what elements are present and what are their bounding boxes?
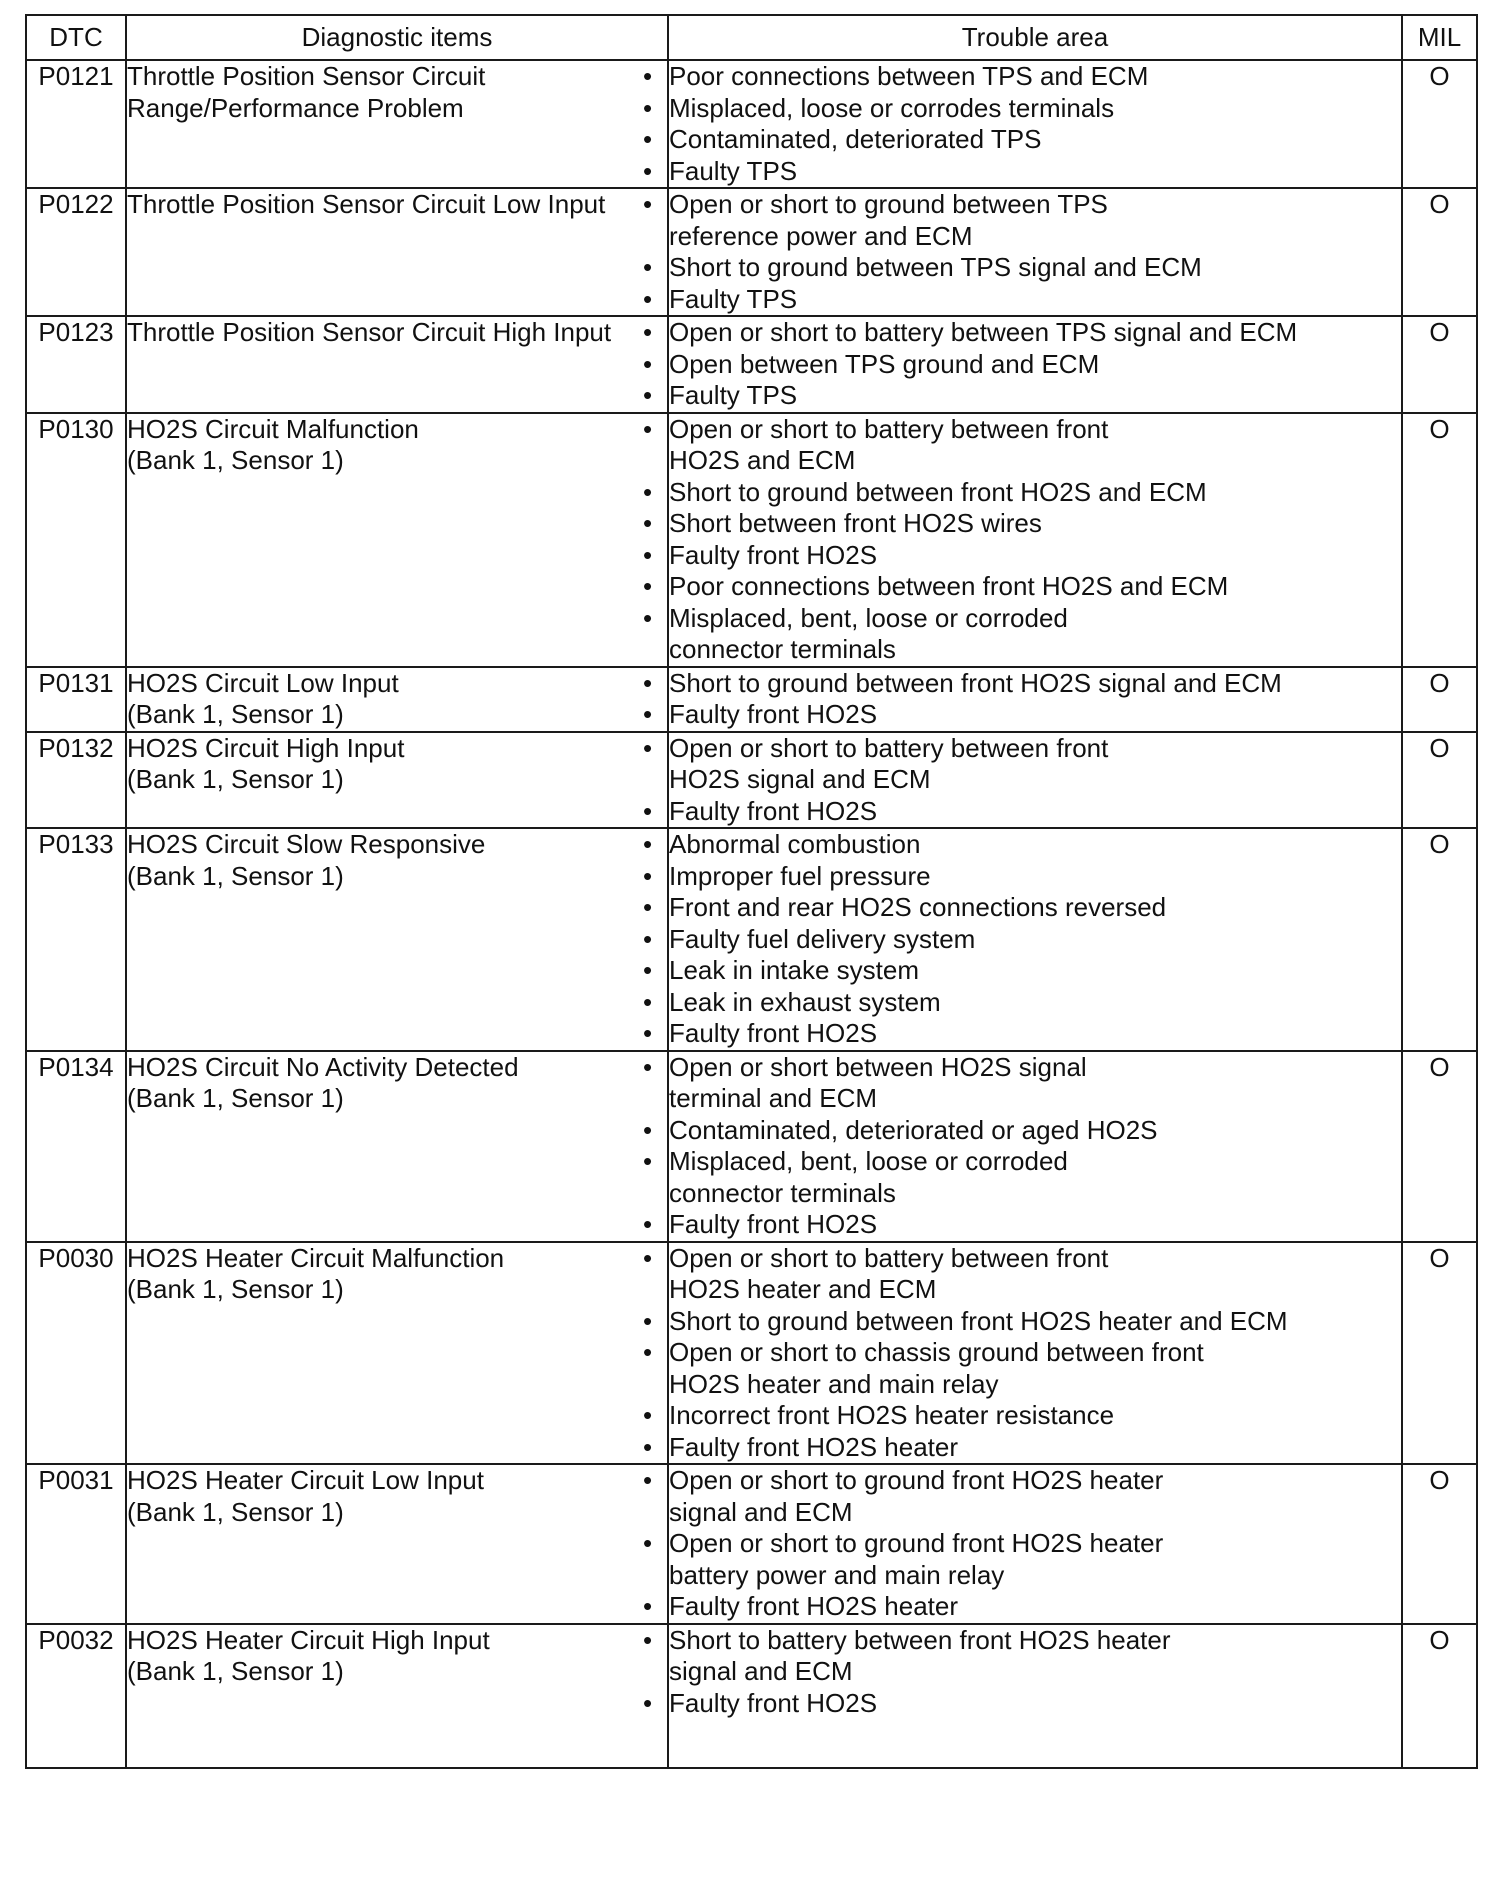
trouble-item: • Open or short to battery between front HO2S heater and ECM <box>669 1243 1401 1306</box>
dtc-code: P0122 <box>26 188 126 316</box>
table-row <box>26 316 1477 413</box>
trouble-item: • Short to battery between front HO2S heater signal and ECM <box>669 1625 1401 1688</box>
diagnostic-item <box>126 188 668 316</box>
trouble-item: • Misplaced, bent, loose or corroded connector terminals <box>669 603 1401 666</box>
header-trouble-area: Trouble area <box>668 15 1402 60</box>
diagnostic-item-line: (Bank 1, Sensor 1) <box>127 1496 344 1527</box>
mil-indicator: O <box>1402 1242 1477 1465</box>
diagnostic-item-line: HO2S Circuit Malfunction <box>127 413 419 444</box>
trouble-item: • Open or short to chassis ground between front HO2S heater and main relay <box>669 1337 1401 1400</box>
trouble-list <box>669 668 1401 731</box>
trouble-item: • Misplaced, loose or corrodes terminals <box>669 93 1401 125</box>
trouble-list <box>669 1052 1401 1241</box>
trouble-area <box>668 413 1402 667</box>
diagnostic-item <box>126 1242 668 1465</box>
table-row <box>26 60 1477 188</box>
trouble-item: • Faulty front HO2S <box>669 540 1401 572</box>
table-body <box>26 60 1477 1768</box>
dtc-code: P0132 <box>26 732 126 829</box>
trouble-area <box>668 316 1402 413</box>
trouble-item: • Contaminated, deteriorated or aged HO2S <box>669 1115 1401 1147</box>
diagnostic-item-line: HO2S Circuit No Activity Detected <box>127 1051 519 1082</box>
trouble-list <box>669 1243 1401 1464</box>
trouble-area <box>668 732 1402 829</box>
trouble-item: • Faulty front HO2S <box>669 1209 1401 1241</box>
trouble-item: • Short between front HO2S wires <box>669 508 1401 540</box>
trouble-item: • Faulty front HO2S <box>669 1688 1401 1720</box>
trouble-list <box>669 189 1401 315</box>
diagnostic-item <box>126 1624 668 1768</box>
diagnostic-item <box>126 60 668 188</box>
diagnostic-item-line: (Bank 1, Sensor 1) <box>127 1656 344 1686</box>
dtc-table <box>25 14 1478 1769</box>
diagnostic-item-line: HO2S Heater Circuit High Input <box>127 1624 490 1655</box>
diagnostic-item <box>126 732 668 829</box>
table-row <box>26 667 1477 732</box>
trouble-item: • Faulty TPS <box>669 156 1401 188</box>
trouble-item: • Misplaced, bent, loose or corroded connector terminals <box>669 1146 1401 1209</box>
trouble-item: • Short to ground between front HO2S signal and ECM <box>669 668 1401 700</box>
trouble-area <box>668 60 1402 188</box>
diagnostic-item-line: Throttle Position Sensor Circuit Low Input <box>127 189 606 219</box>
table-row <box>26 188 1477 316</box>
dtc-code: P0131 <box>26 667 126 732</box>
trouble-item: • Open or short to ground between TPS reference power and ECM <box>669 189 1401 252</box>
diagnostic-item-line: (Bank 1, Sensor 1) <box>127 699 344 729</box>
trouble-item: • Contaminated, deteriorated TPS <box>669 124 1401 156</box>
trouble-area <box>668 667 1402 732</box>
trouble-item: • Open or short to battery between front HO2S and ECM <box>669 414 1401 477</box>
trouble-item: • Faulty front HO2S heater <box>669 1591 1401 1623</box>
mil-indicator: O <box>1402 1051 1477 1242</box>
trouble-area <box>668 1242 1402 1465</box>
diagnostic-item-line: (Bank 1, Sensor 1) <box>127 445 344 475</box>
header-diagnostic-items: Diagnostic items <box>126 15 668 60</box>
diagnostic-item <box>126 1464 668 1624</box>
trouble-item: • Open or short to battery between TPS signal and ECM <box>669 317 1401 349</box>
trouble-item: • Open or short to ground front HO2S heater signal and ECM <box>669 1465 1401 1528</box>
dtc-code: P0032 <box>26 1624 126 1768</box>
trouble-item: • Leak in exhaust system <box>669 987 1401 1019</box>
trouble-item: • Faulty front HO2S <box>669 699 1401 731</box>
diagnostic-item-line: (Bank 1, Sensor 1) <box>127 1083 344 1113</box>
trouble-item: • Faulty fuel delivery system <box>669 924 1401 956</box>
trouble-list <box>669 414 1401 666</box>
dtc-code: P0030 <box>26 1242 126 1465</box>
diagnostic-item-line: (Bank 1, Sensor 1) <box>127 1274 344 1304</box>
dtc-code: P0130 <box>26 413 126 667</box>
trouble-item: • Open between TPS ground and ECM <box>669 349 1401 381</box>
header-row <box>26 15 1477 60</box>
trouble-area <box>668 828 1402 1051</box>
diagnostic-item-line: (Bank 1, Sensor 1) <box>127 764 344 794</box>
dtc-code: P0134 <box>26 1051 126 1242</box>
trouble-list <box>669 733 1401 828</box>
table-row <box>26 1624 1477 1768</box>
dtc-code: P0121 <box>26 60 126 188</box>
table-row <box>26 1464 1477 1624</box>
table-row <box>26 1242 1477 1465</box>
mil-indicator: O <box>1402 60 1477 188</box>
diagnostic-item <box>126 828 668 1051</box>
header-mil: MIL <box>1402 15 1477 60</box>
trouble-item: • Short to ground between TPS signal and ECM <box>669 252 1401 284</box>
trouble-item: • Incorrect front HO2S heater resistance <box>669 1400 1401 1432</box>
mil-indicator: O <box>1402 732 1477 829</box>
trouble-item: • Front and rear HO2S connections reversed <box>669 892 1401 924</box>
trouble-item: • Short to ground between front HO2S and ECM <box>669 477 1401 509</box>
diagnostic-item-line: HO2S Circuit Low Input <box>127 667 399 698</box>
mil-indicator: O <box>1402 667 1477 732</box>
trouble-item: • Open or short between HO2S signal terminal and ECM <box>669 1052 1401 1115</box>
trouble-item: • Faulty TPS <box>669 380 1401 412</box>
trouble-item: • Faulty front HO2S heater <box>669 1432 1401 1464</box>
dtc-code: P0123 <box>26 316 126 413</box>
table-row <box>26 828 1477 1051</box>
trouble-item: • Improper fuel pressure <box>669 861 1401 893</box>
trouble-list <box>669 1465 1401 1623</box>
diagnostic-item-line: Throttle Position Sensor Circuit <box>127 61 486 91</box>
diagnostic-item-line: Throttle Position Sensor Circuit High Input <box>127 317 612 347</box>
trouble-list <box>669 317 1401 412</box>
trouble-area <box>668 1051 1402 1242</box>
trouble-area <box>668 1624 1402 1768</box>
trouble-item: • Abnormal combustion <box>669 829 1401 861</box>
trouble-item: • Poor connections between TPS and ECM <box>669 61 1401 93</box>
trouble-area <box>668 188 1402 316</box>
dtc-code: P0031 <box>26 1464 126 1624</box>
trouble-item: • Leak in intake system <box>669 955 1401 987</box>
trouble-list <box>669 1625 1401 1720</box>
diagnostic-item-line: HO2S Circuit High Input <box>127 732 405 763</box>
mil-indicator: O <box>1402 316 1477 413</box>
table-row <box>26 413 1477 667</box>
trouble-list <box>669 61 1401 187</box>
diagnostic-item-line: HO2S Circuit Slow Responsive <box>127 829 486 859</box>
trouble-item: • Open or short to ground front HO2S heater battery power and main relay <box>669 1528 1401 1591</box>
table-row <box>26 1051 1477 1242</box>
trouble-item: • Faulty TPS <box>669 284 1401 316</box>
diagnostic-item <box>126 316 668 413</box>
trouble-item: • Poor connections between front HO2S and ECM <box>669 571 1401 603</box>
diagnostic-item-line: (Bank 1, Sensor 1) <box>127 860 344 891</box>
dtc-code: P0133 <box>26 828 126 1051</box>
diagnostic-item-line: HO2S Heater Circuit Low Input <box>127 1465 484 1495</box>
diagnostic-item <box>126 413 668 667</box>
trouble-item: • Faulty front HO2S <box>669 796 1401 828</box>
mil-indicator: O <box>1402 828 1477 1051</box>
trouble-list <box>669 829 1401 1050</box>
mil-indicator: O <box>1402 1464 1477 1624</box>
trouble-item: • Open or short to battery between front HO2S signal and ECM <box>669 733 1401 796</box>
diagnostic-item-line: Range/Performance Problem <box>127 92 464 123</box>
diagnostic-item-line: HO2S Heater Circuit Malfunction <box>127 1242 505 1273</box>
mil-indicator: O <box>1402 188 1477 316</box>
mil-indicator: O <box>1402 413 1477 667</box>
diagnostic-item <box>126 667 668 732</box>
trouble-area <box>668 1464 1402 1624</box>
mil-indicator: O <box>1402 1624 1477 1768</box>
table-row <box>26 732 1477 829</box>
trouble-item: • Faulty front HO2S <box>669 1018 1401 1050</box>
header-dtc: DTC <box>26 15 126 60</box>
diagnostic-item <box>126 1051 668 1242</box>
trouble-item: • Short to ground between front HO2S heater and ECM <box>669 1306 1401 1338</box>
